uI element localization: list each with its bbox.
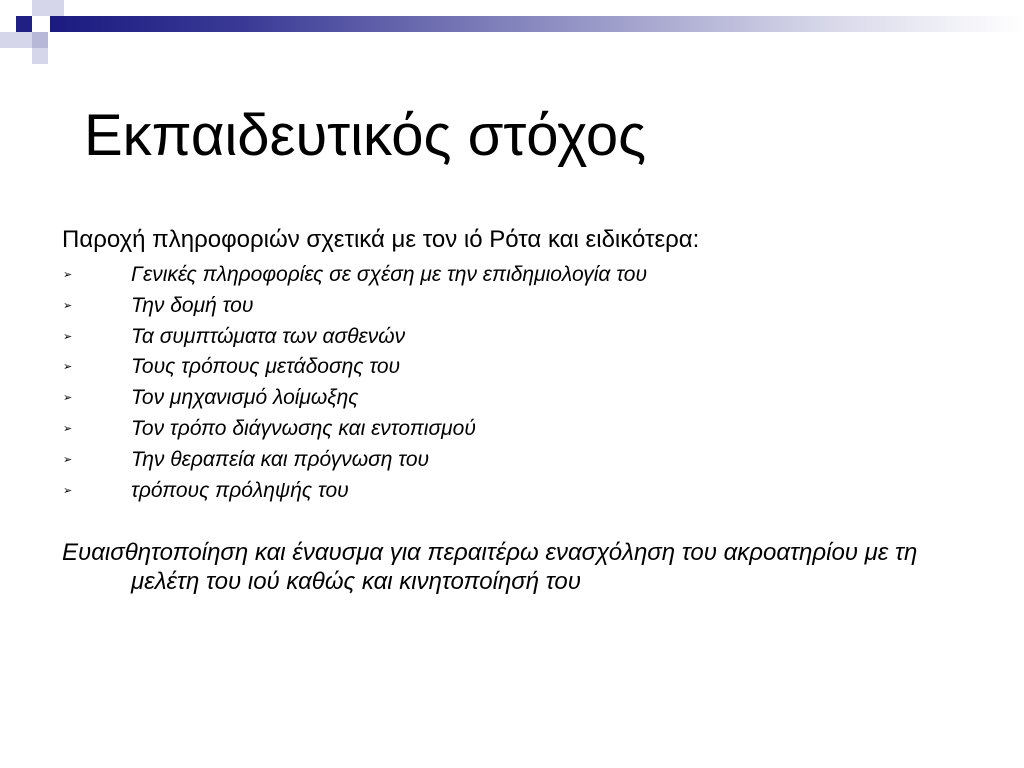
banner-square — [16, 16, 32, 32]
banner-square — [16, 32, 32, 48]
bullet-text: Τον τρόπο διάγνωσης και εντοπισμού — [131, 416, 476, 440]
closing-text: Ευαισθητοποίηση και έναυσμα για περαιτέρω ενασχόληση του ακροατηρίου με τη μελέτη του ιού καθώς και κινητοποίησή του — [62, 539, 918, 596]
decorative-banner — [0, 0, 1024, 62]
banner-square — [48, 0, 64, 16]
bullet-text: Τον μηχανισμό λοίμωξης — [131, 386, 359, 410]
arrowhead-bullet-icon: ➢ — [63, 361, 73, 374]
intro-text: Παροχή πληροφοριών σχετικά με τον ιό Ρότα και ειδικότερα: — [62, 226, 700, 253]
list-item — [62, 476, 992, 507]
arrowhead-bullet-icon: ➢ — [63, 392, 73, 405]
bullet-text: Τα συμπτώματα των ασθενών — [131, 324, 406, 348]
arrowhead-bullet-icon: ➢ — [63, 299, 73, 312]
list-item — [62, 352, 992, 383]
arrowhead-bullet-icon: ➢ — [63, 330, 73, 343]
banner-square — [32, 48, 48, 64]
slide-title: Εκπαιδευτικός στόχος — [84, 103, 647, 168]
list-item — [62, 445, 992, 476]
list-item — [62, 291, 992, 322]
list-item — [62, 383, 992, 414]
slide-body — [62, 222, 992, 596]
bullet-text: Την δομή του — [131, 293, 254, 317]
arrowhead-bullet-icon: ➢ — [63, 269, 73, 281]
bullet-text: Τους τρόπους μετάδοσης του — [131, 355, 401, 379]
banner-square — [32, 32, 48, 48]
arrowhead-bullet-icon: ➢ — [63, 484, 73, 497]
bullet-text: τρόπους πρόληψής του — [131, 478, 349, 502]
list-item — [62, 414, 992, 445]
list-item — [62, 260, 992, 291]
bullet-text: Την θεραπεία και πρόγνωση του — [131, 447, 430, 471]
banner-gradient-bar — [50, 16, 1024, 32]
bullet-list — [62, 260, 992, 506]
bullet-text: Γενικές πληροφορίες σε σχέση με την επιδημιολογία του — [131, 263, 648, 286]
arrowhead-bullet-icon: ➢ — [63, 453, 73, 466]
list-item — [62, 322, 992, 353]
banner-square — [32, 0, 48, 16]
banner-square — [0, 32, 16, 48]
arrowhead-bullet-icon: ➢ — [63, 422, 73, 435]
